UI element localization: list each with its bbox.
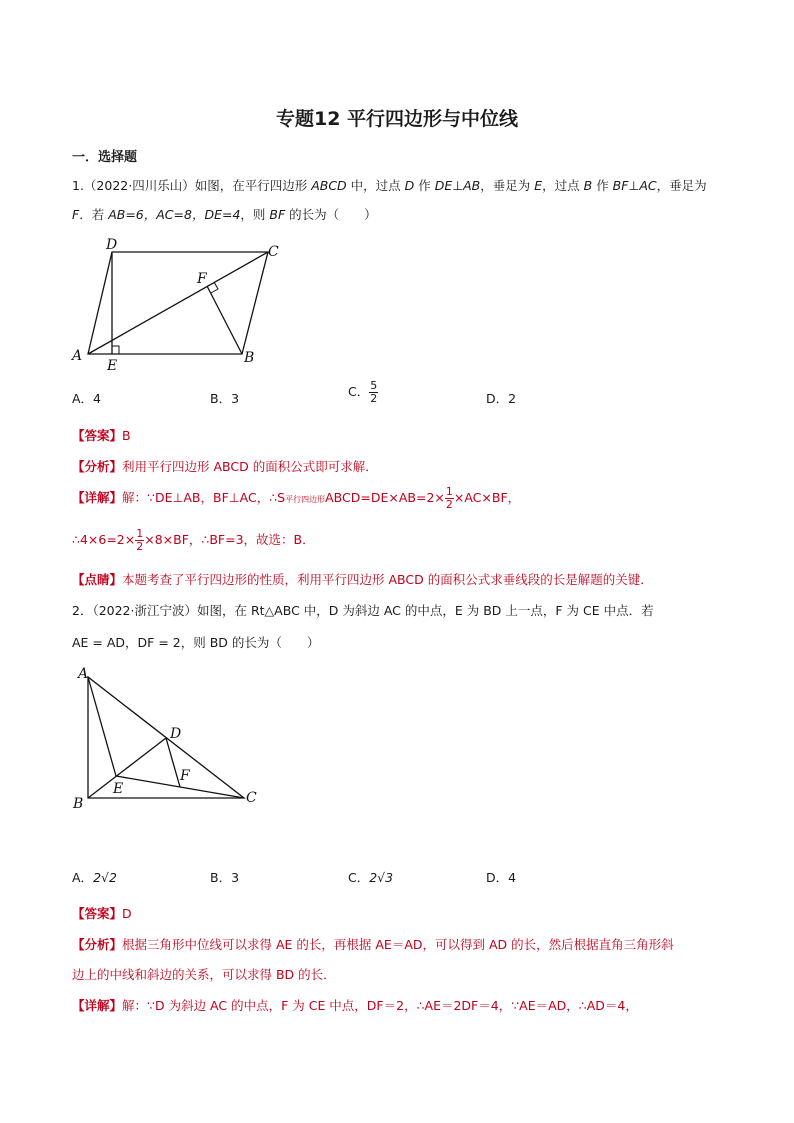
label-e: E [113, 781, 124, 797]
q2-option-c[interactable] [348, 868, 393, 886]
detail-text: ∴4×6=2× [72, 532, 136, 547]
q1-analysis [72, 457, 378, 475]
q1-text: F [72, 207, 80, 222]
q1-text: ，则 [240, 207, 270, 222]
q2-detail [72, 996, 638, 1014]
q1-text: ，垂足为 [480, 178, 535, 193]
fraction [445, 486, 454, 511]
q1-text: ，过点 [542, 178, 584, 193]
label-d: D [106, 237, 118, 253]
answer-tag: 【答案】 [72, 906, 123, 921]
detail-tag: 【详解】 [72, 998, 123, 1013]
label-b: B [73, 796, 84, 812]
q1-detail-line2 [72, 528, 315, 553]
fraction [135, 528, 144, 553]
q1-comment [72, 570, 653, 588]
label-f: F [197, 271, 207, 287]
q2-option-d[interactable]: D．4 [486, 870, 517, 885]
label-c: C [246, 790, 257, 806]
fraction-denominator: 2 [136, 540, 144, 553]
label-b: B [244, 350, 255, 366]
label-a: A [72, 348, 83, 364]
q1-text: E [534, 178, 543, 193]
q1-option-b[interactable]: B．3 [210, 391, 240, 406]
option-prefix: C． [348, 384, 370, 399]
segment-bd [88, 738, 166, 798]
q1-stem-line2 [72, 205, 377, 223]
q1-option-a[interactable]: A．4 [72, 391, 102, 406]
answer-value: D [122, 906, 132, 921]
fraction-denominator: 2 [370, 392, 378, 405]
detail-text: ×AC×BF， [453, 490, 521, 505]
fraction-denominator: 2 [445, 498, 453, 511]
q2-stem-line1: 2．（2022·浙江宁波）如图，在 Rt△ABC 中，D 为斜边 AC 的中点，E 为 BD 上一点，F 为 CE 中点．若 [72, 603, 654, 618]
q1-stem-line1 [72, 176, 707, 194]
answer-tag: 【答案】 [72, 428, 123, 443]
page-title: 专题12 平行四边形与中位线 [275, 108, 519, 130]
detail-text: ×8×BF，∴BF=3，故选：B． [144, 532, 315, 547]
q1-option-d[interactable]: D．2 [486, 391, 517, 406]
q1-option-c[interactable] [348, 380, 378, 405]
q1-text: ，垂足为 [656, 178, 707, 193]
detail-subscript: 平行四边形 [285, 495, 326, 504]
option-value: 2√3 [369, 870, 394, 885]
section-heading: 一．选择题 [72, 150, 138, 165]
segment-bf [207, 286, 242, 354]
q1-text: ．若 [79, 207, 109, 222]
detail-text: ABCD=DE×AB=2× [325, 490, 445, 505]
q2-triangle-figure [70, 662, 270, 812]
q1-text: 作 [592, 178, 613, 193]
analysis-text: 利用平行四边形 ABCD 的面积公式即可求解． [122, 459, 378, 474]
label-c: C [268, 244, 279, 260]
q2-stem-line2: AE = AD，DF = 2，则 BD 的长为（ ） [72, 635, 320, 650]
q1-text: 1.（2022·四川乐山）如图，在平行四边形 [72, 178, 312, 193]
q1-text: DE⊥AB [434, 178, 481, 193]
q2-analysis-line1 [72, 935, 674, 953]
q1-text: BF [269, 207, 286, 222]
segment-ae [88, 677, 116, 776]
q1-parallelogram-figure [70, 236, 290, 376]
fraction-numerator: 1 [445, 485, 453, 498]
analysis-tag: 【分析】 [72, 459, 123, 474]
q2-analysis-line2: 边上的中线和斜边的关系，可以求得 BD 的长． [72, 967, 336, 982]
segment-df [166, 738, 180, 787]
option-value: 2√2 [93, 870, 117, 885]
fraction [369, 380, 378, 405]
q1-text: 作 [414, 178, 435, 193]
q1-text: BF⊥AC [612, 178, 657, 193]
q2-option-b[interactable]: B．3 [210, 870, 240, 885]
analysis-tag: 【分析】 [72, 937, 123, 952]
q1-text: 中，过点 [346, 178, 405, 193]
q1-detail-line1 [72, 486, 520, 511]
comment-text: 本题考查了平行四边形的性质，利用平行四边形 ABCD 的面积公式求垂线段的长是解题的关键． [122, 572, 653, 587]
detail-tag: 【详解】 [72, 490, 123, 505]
q1-text: 的长为（ ） [285, 207, 377, 222]
analysis-text: 根据三角形中位线可以求得 AE 的长，再根据 AE＝AD，可以得到 AD 的长，然后根据直角三角形斜 [122, 937, 674, 952]
q1-answer [72, 426, 131, 444]
detail-text: 解：∵DE⊥AB，BF⊥AC，∴S [122, 490, 286, 505]
q2-answer [72, 904, 132, 922]
comment-tag: 【点睛】 [72, 572, 123, 587]
option-prefix: C． [348, 870, 370, 885]
label-f: F [180, 768, 190, 784]
label-a: A [78, 666, 89, 682]
detail-text: 解：∵D 为斜边 AC 的中点，F 为 CE 中点，DF＝2，∴AE＝2DF＝4，∵AE＝AD，∴AD＝4， [122, 998, 638, 1013]
fraction-numerator: 1 [136, 527, 144, 540]
q1-text: D [404, 178, 415, 193]
q1-text: ABCD [311, 178, 347, 193]
q1-text: AB=6，AC=8，DE=4 [108, 207, 241, 222]
q2-option-a[interactable] [72, 868, 117, 886]
q1-text: B [583, 178, 593, 193]
right-angle-mark-e [112, 346, 119, 354]
diagonal-ac [88, 252, 268, 354]
label-d: D [170, 726, 182, 742]
answer-value: B [122, 428, 131, 443]
option-prefix: A． [72, 870, 94, 885]
label-e: E [107, 358, 118, 374]
fraction-numerator: 5 [370, 379, 378, 392]
